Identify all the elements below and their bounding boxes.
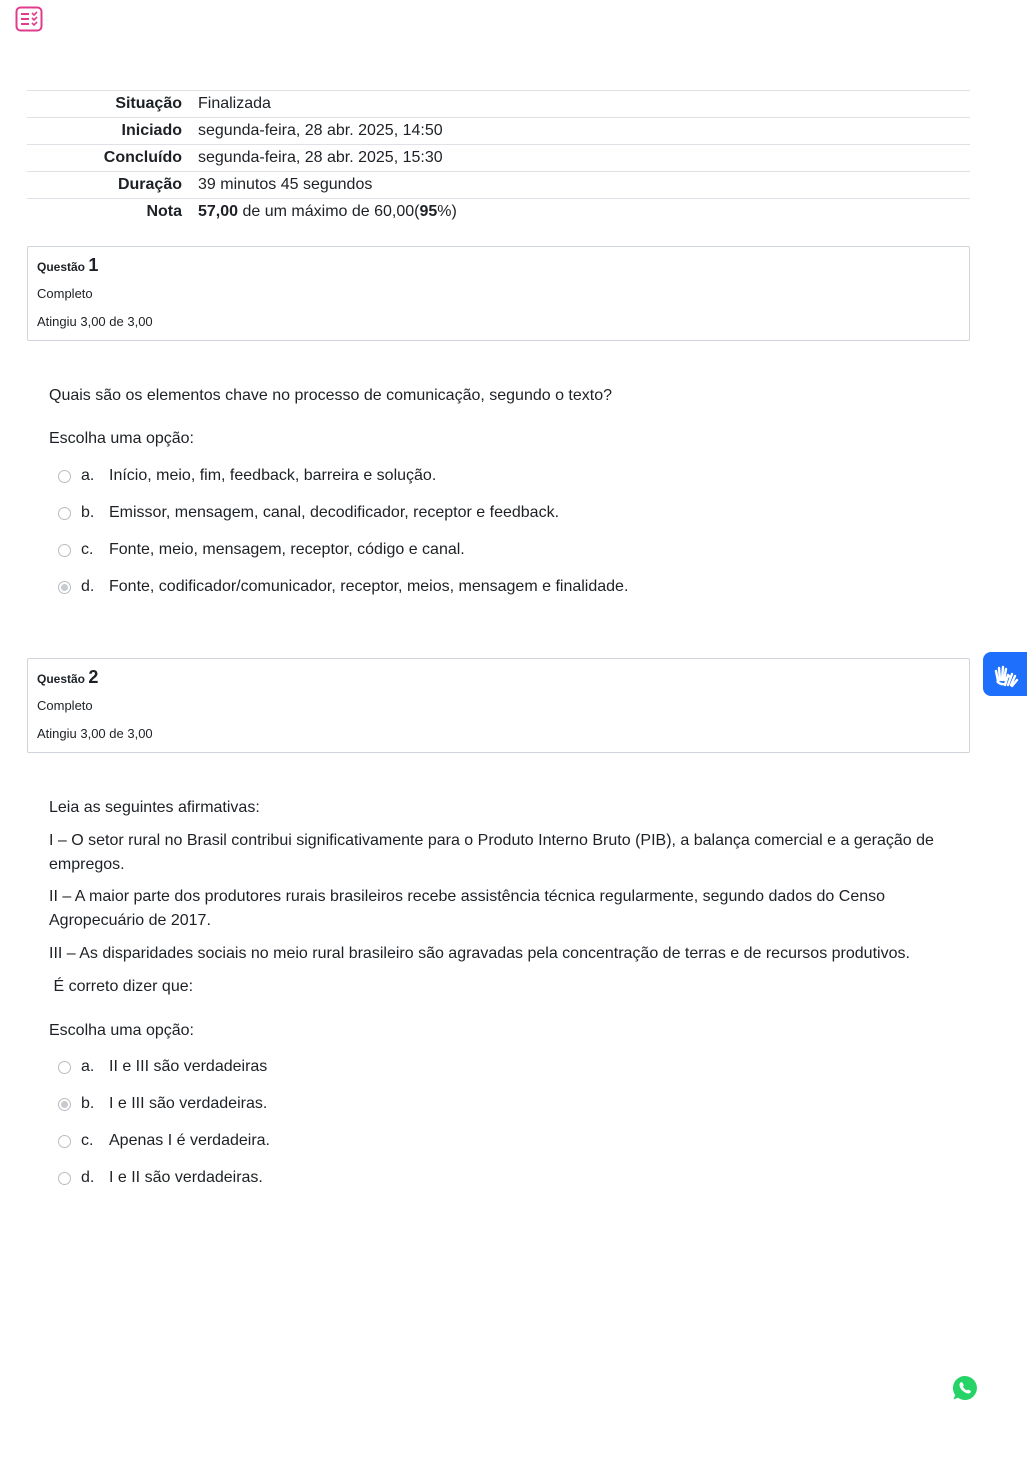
course-index-icon[interactable] — [15, 6, 43, 32]
question-1-info — [27, 246, 970, 341]
grade-percent: 95 — [419, 203, 438, 221]
summary-row-completed — [27, 145, 970, 172]
summary-label: Nota — [27, 199, 198, 226]
whatsapp-icon[interactable] — [951, 1374, 979, 1402]
summary-label: Duração — [27, 172, 198, 199]
summary-label: Situação — [27, 91, 198, 118]
option-letter: d. — [81, 578, 95, 595]
summary-value: 39 minutos 45 segundos — [198, 172, 970, 199]
radio-button[interactable] — [58, 1135, 71, 1148]
option-text: II e III são verdadeiras — [109, 1058, 268, 1075]
summary-label: Concluído — [27, 145, 198, 172]
question-2-statement-2: II – A maior parte dos produtores rurais brasileiros recebe assistência técnica regularmente, segundo dados do Censo Agropecuário de 2017. — [49, 888, 886, 929]
question-2-ask: É correto dizer que: — [49, 978, 194, 995]
option-text: I e III são verdadeiras. — [109, 1095, 268, 1112]
q2-option-a[interactable] — [58, 1057, 267, 1077]
option-letter: c. — [81, 541, 94, 558]
radio-button[interactable] — [58, 507, 71, 520]
attempt-summary-table — [27, 90, 970, 226]
question-2-intro: Leia as seguintes afirmativas: — [49, 799, 260, 816]
option-text: I e II são verdadeiras. — [109, 1169, 263, 1186]
question-number-value: 1 — [88, 255, 99, 275]
grade-score: 57,00 — [198, 203, 239, 221]
summary-value: segunda-feira, 28 abr. 2025, 14:50 — [198, 118, 970, 145]
question-state: Completo — [37, 286, 93, 301]
radio-button[interactable] — [58, 544, 71, 557]
question-2-prompt: Escolha uma opção: — [49, 1022, 194, 1039]
grade-middle: de um máximo de 60,00( — [238, 203, 420, 221]
radio-button-selected[interactable] — [58, 581, 71, 594]
question-2-info — [27, 658, 970, 753]
vlibras-hands-icon — [990, 659, 1020, 689]
radio-button-selected[interactable] — [58, 1098, 71, 1111]
option-text: Apenas I é verdadeira. — [109, 1132, 270, 1149]
grade-end: %) — [437, 203, 457, 221]
option-letter: d. — [81, 1169, 95, 1186]
question-2-statement-1: I – O setor rural no Brasil contribui significativamente para o Produto Interno Bruto (PIB), a balança comercial e a geração de empregos. — [49, 832, 934, 873]
question-number — [37, 255, 98, 276]
summary-value: segunda-feira, 28 abr. 2025, 15:30 — [198, 145, 970, 172]
summary-value: Finalizada — [198, 91, 970, 118]
summary-grade-value — [198, 199, 970, 226]
summary-label: Iniciado — [27, 118, 198, 145]
option-letter: c. — [81, 1132, 94, 1149]
summary-row-started — [27, 118, 970, 145]
q1-option-b[interactable] — [58, 503, 559, 523]
q2-option-b[interactable] — [58, 1094, 267, 1114]
question-2-statement-3: III – As disparidades sociais no meio rural brasileiro são agravadas pela concentração de terras e de recursos produtivos. — [49, 945, 910, 962]
q2-option-c[interactable] — [58, 1131, 270, 1151]
summary-row-status — [27, 91, 970, 118]
option-text: Início, meio, fim, feedback, barreira e solução. — [109, 467, 437, 484]
q2-option-d[interactable] — [58, 1168, 263, 1188]
option-letter: b. — [81, 1095, 95, 1112]
radio-button[interactable] — [58, 470, 71, 483]
question-grade: Atingiu 3,00 de 3,00 — [37, 314, 153, 329]
q1-option-d[interactable] — [58, 577, 628, 597]
option-text: Fonte, meio, mensagem, receptor, código e canal. — [109, 541, 465, 558]
question-grade: Atingiu 3,00 de 3,00 — [37, 726, 153, 741]
q1-option-a[interactable] — [58, 466, 436, 486]
radio-button[interactable] — [58, 1061, 71, 1074]
vlibras-button[interactable] — [983, 652, 1027, 696]
option-letter: a. — [81, 1058, 95, 1075]
option-letter: a. — [81, 467, 95, 484]
question-prefix: Questão — [37, 672, 86, 686]
radio-button[interactable] — [58, 1172, 71, 1185]
question-number-value: 2 — [88, 667, 99, 687]
q1-option-c[interactable] — [58, 540, 465, 560]
question-state: Completo — [37, 698, 93, 713]
summary-row-duration — [27, 172, 970, 199]
question-prefix: Questão — [37, 260, 86, 274]
question-1-prompt: Escolha uma opção: — [49, 430, 194, 447]
question-1-text: Quais são os elementos chave no processo de comunicação, segundo o texto? — [49, 387, 613, 404]
option-text: Emissor, mensagem, canal, decodificador, receptor e feedback. — [109, 504, 560, 521]
summary-row-grade — [27, 199, 970, 226]
option-letter: b. — [81, 504, 95, 521]
question-number — [37, 667, 98, 688]
option-text: Fonte, codificador/comunicador, receptor, meios, mensagem e finalidade. — [109, 578, 629, 595]
